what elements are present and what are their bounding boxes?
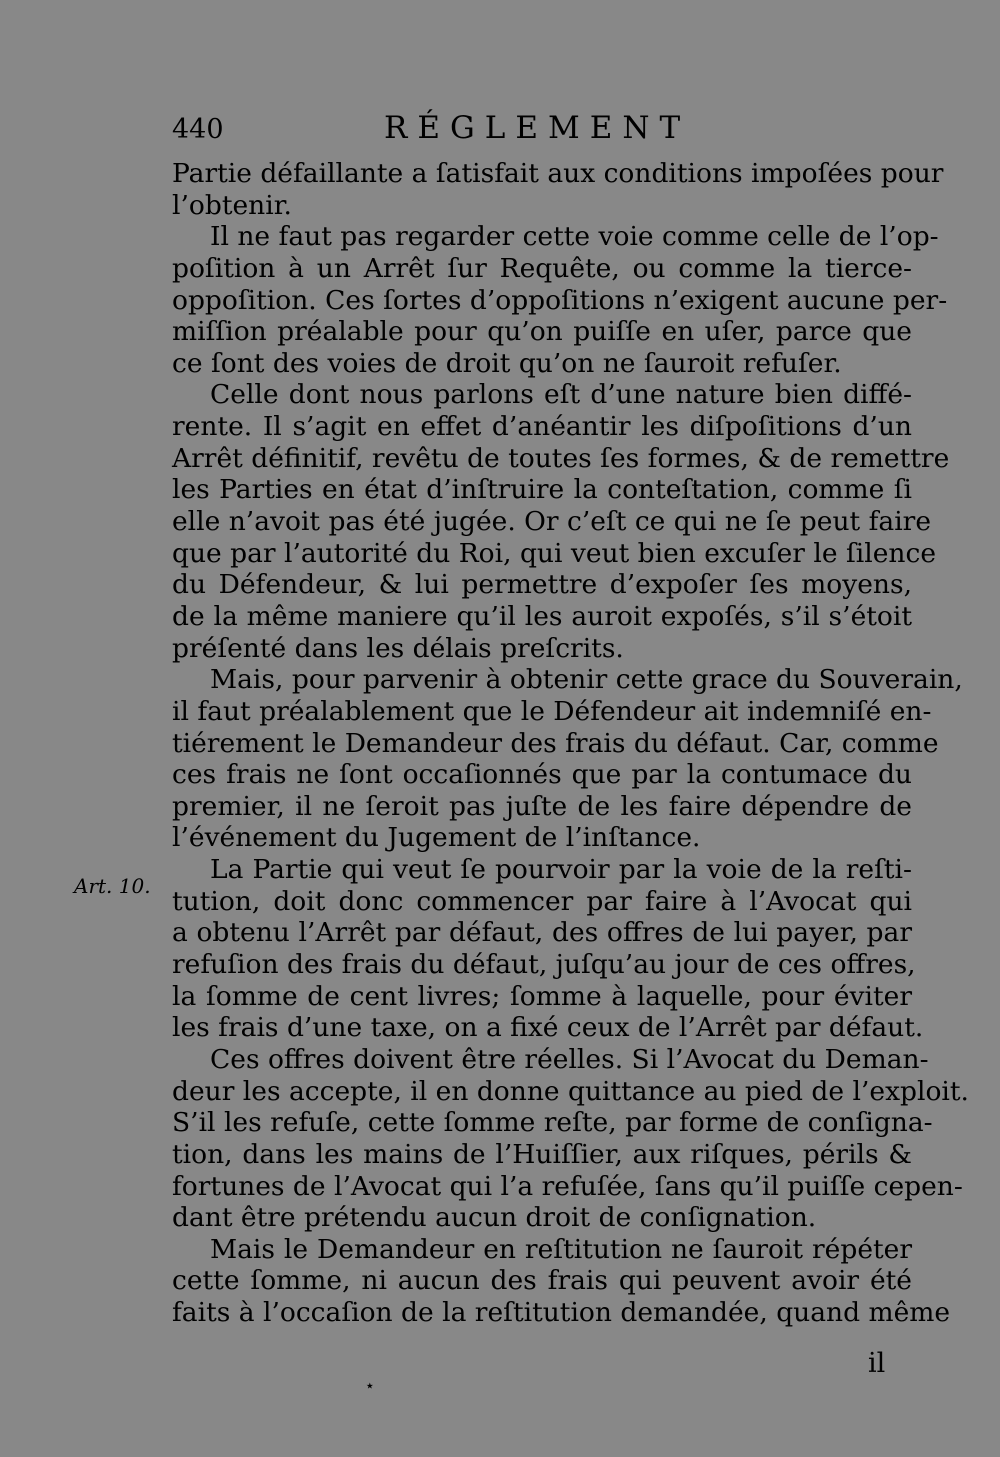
text-line: tiérement le Demandeur des frais du défaut. Car, comme <box>172 727 939 759</box>
text-line: Arrêt définitif, revêtu de toutes ſes formes, & de remettre <box>172 442 950 474</box>
text-line: fortunes de l’Avocat qui l’a refuſée, ſans qu’il puiſſe cepen- <box>172 1170 963 1202</box>
margin-note: Art. 10. <box>74 874 151 898</box>
catchword: il <box>868 1348 886 1379</box>
text-line: faits à l’occaſion de la reſtitution demandée, quand même <box>172 1297 951 1329</box>
text-line: dant être prétendu aucun droit de conſignation. <box>172 1202 817 1234</box>
text-line: premier, il ne ſeroit pas juſte de les faire dépendre de <box>172 790 912 822</box>
page-header <box>172 108 912 152</box>
text-line: il faut préalablement que le Défendeur ait indemniſé en- <box>172 695 932 727</box>
text-line: Mais, pour parvenir à obtenir cette grace du Souverain, <box>210 664 963 696</box>
text-line: La Partie qui veut ſe pourvoir par la voie de la reſti- <box>210 854 912 886</box>
text-line: refuſion des frais du défaut, juſqu’au jour de ces offres, <box>172 949 916 981</box>
text-line: préſenté dans les délais preſcrits. <box>172 632 624 664</box>
text-line: de la même maniere qu’il les auroit expoſés, s’il s’étoit <box>172 600 912 632</box>
text-line: les Parties en état d’inſtruire la conteſtation, comme ſi <box>172 474 912 506</box>
text-line: S’il les refuſe, cette ſomme reſte, par forme de conſigna- <box>172 1107 933 1139</box>
text-line: tution, doit donc commencer par faire à l’Avocat qui <box>172 885 912 917</box>
text-line: miſſion préalable pour qu’on puiſſe en uſer, parce que <box>172 316 912 348</box>
text-line: les frais d’une taxe, on a fixé ceux de l’Arrêt par défaut. <box>172 1012 924 1044</box>
text-line: la ſomme de cent livres; ſomme à laquelle, pour éviter <box>172 980 912 1012</box>
text-line: Mais le Demandeur en reſtitution ne ſauroit répéter <box>210 1233 912 1265</box>
text-line: ces frais ne ſont occaſionnés que par la contumace du <box>172 759 912 791</box>
text-line: Partie défaillante a ſatisfait aux conditions impoſées pour <box>172 158 944 189</box>
page-number: 440 <box>172 114 224 145</box>
stray-mark: ٭ <box>366 1378 374 1394</box>
text-line: elle n’avoit pas été jugée. Or c’eſt ce qui ne ſe peut faire <box>172 506 932 538</box>
text-line: ce ſont des voies de droit qu’on ne ſauroit refuſer. <box>172 347 842 379</box>
text-line: tion, dans les mains de l’Huiſſier, aux riſques, périls & <box>172 1138 912 1170</box>
text-line: l’événement du Jugement de l’inſtance. <box>172 822 701 854</box>
text-line: rente. Il s’agit en effet d’anéantir les diſpoſitions d’un <box>172 411 912 443</box>
text-line: l’obtenir. <box>172 189 292 221</box>
text-line: Il ne faut pas regarder cette voie comme celle de l’op- <box>210 221 939 253</box>
text-line: Celle dont nous parlons eſt d’une nature bien diffé- <box>210 379 912 411</box>
text-line: que par l’autorité du Roi, qui veut bien excuſer le ſilence <box>172 537 937 569</box>
text-line: deur les accepte, il en donne quittance au pied de l’exploit. <box>172 1075 969 1107</box>
text-line: oppoſition. Ces ſortes d’oppoſitions n’exigent aucune per- <box>172 284 948 316</box>
body-text <box>172 158 969 1329</box>
text-line: Ces offres doivent être réelles. Si l’Avocat du Deman- <box>210 1043 929 1075</box>
text-line: a obtenu l’Arrêt par défaut, des offres de lui payer, par <box>172 917 912 949</box>
text-line: poſition à un Arrêt ſur Requête, ou comme la tierce- <box>172 252 912 284</box>
text-line: du Défendeur, & lui permettre d’expoſer ſes moyens, <box>172 569 912 601</box>
text-line: cette ſomme, ni aucun des frais qui peuvent avoir été <box>172 1265 912 1297</box>
running-title: RÉGLEMENT <box>384 110 691 146</box>
